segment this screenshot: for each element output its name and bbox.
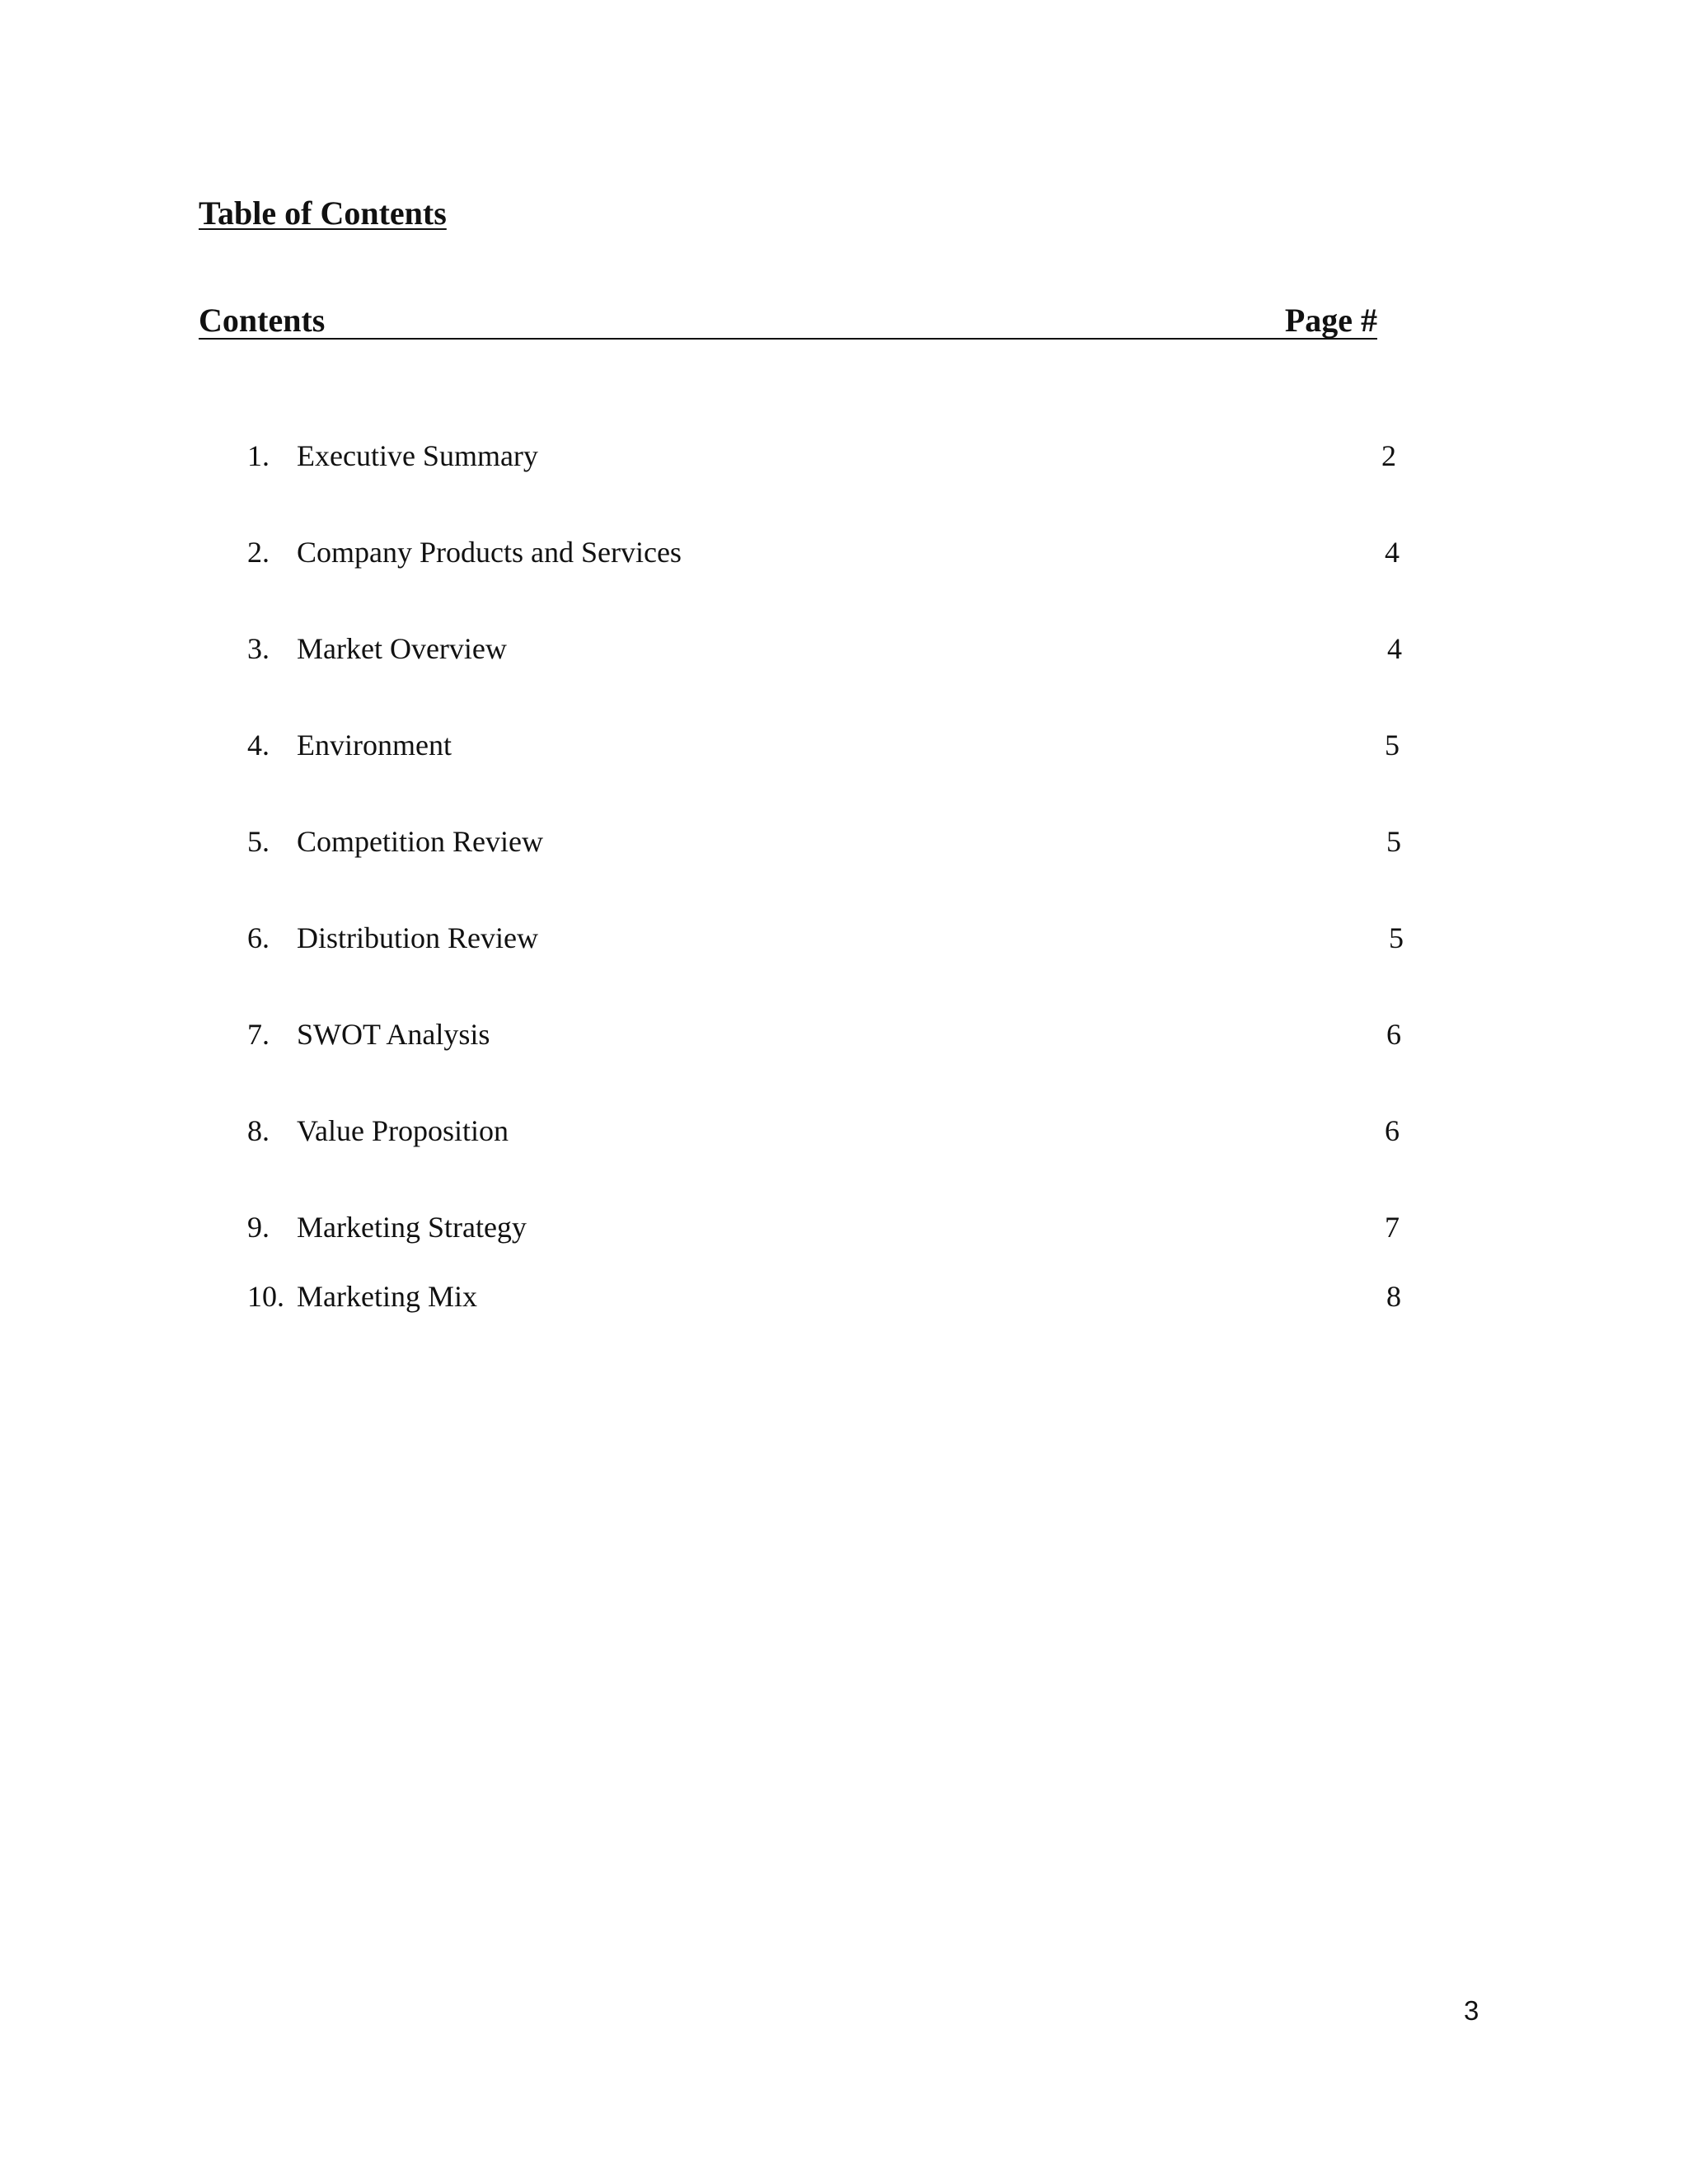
toc-entry-page: 5 <box>1389 921 1404 954</box>
toc-entry-page: 6 <box>1385 1114 1400 1147</box>
toc-entry-page: 2 <box>1381 439 1396 472</box>
toc-entry-number: 9. <box>247 1211 270 1244</box>
toc-entry-page: 8 <box>1386 1280 1401 1313</box>
toc-entry-number: 8. <box>247 1114 270 1147</box>
toc-entry-label: Marketing Strategy <box>297 1211 527 1244</box>
page-number-heading: Page # <box>1284 302 1377 339</box>
toc-entry-page: 5 <box>1386 825 1401 858</box>
toc-entry-marketing-strategy <box>0 1207 1688 1248</box>
toc-entry-label: Value Proposition <box>297 1114 509 1147</box>
footer-page-number: 3 <box>1464 1995 1479 2026</box>
toc-entry-label: Company Products and Services <box>297 536 682 569</box>
toc-entry-label: Environment <box>297 729 452 762</box>
toc-entry-market-overview <box>0 628 1688 669</box>
toc-entry-page: 5 <box>1385 729 1400 762</box>
toc-entry-company-products <box>0 532 1688 573</box>
toc-entry-number: 6. <box>247 921 270 954</box>
toc-entry-number: 5. <box>247 825 270 858</box>
toc-entry-distribution-review <box>0 917 1688 958</box>
page-title: Table of Contents <box>199 194 447 232</box>
toc-entry-number: 10. <box>247 1280 284 1313</box>
toc-entry-page: 4 <box>1385 536 1400 569</box>
toc-entry-competition-review <box>0 821 1688 862</box>
toc-entry-label: Marketing Mix <box>297 1280 477 1313</box>
toc-entry-label: Executive Summary <box>297 439 538 472</box>
contents-heading: Contents <box>199 302 326 339</box>
toc-entry-page: 6 <box>1386 1018 1401 1051</box>
toc-entry-value-proposition <box>0 1110 1688 1151</box>
toc-entry-marketing-mix <box>0 1276 1688 1317</box>
toc-entry-number: 4. <box>247 729 270 762</box>
toc-entry-page: 4 <box>1387 632 1402 665</box>
toc-entry-swot-analysis <box>0 1014 1688 1055</box>
toc-entry-environment <box>0 724 1688 766</box>
toc-entry-executive-summary <box>0 435 1688 476</box>
toc-entry-label: Distribution Review <box>297 921 538 954</box>
toc-entry-number: 2. <box>247 536 270 569</box>
toc-entry-label: Competition Review <box>297 825 543 858</box>
toc-entry-number: 1. <box>247 439 270 472</box>
toc-entry-number: 7. <box>247 1018 270 1051</box>
toc-header-row <box>199 297 1377 340</box>
toc-entry-label: SWOT Analysis <box>297 1018 490 1051</box>
toc-entry-page: 7 <box>1385 1211 1400 1244</box>
toc-entry-label: Market Overview <box>297 632 507 665</box>
toc-entry-number: 3. <box>247 632 270 665</box>
